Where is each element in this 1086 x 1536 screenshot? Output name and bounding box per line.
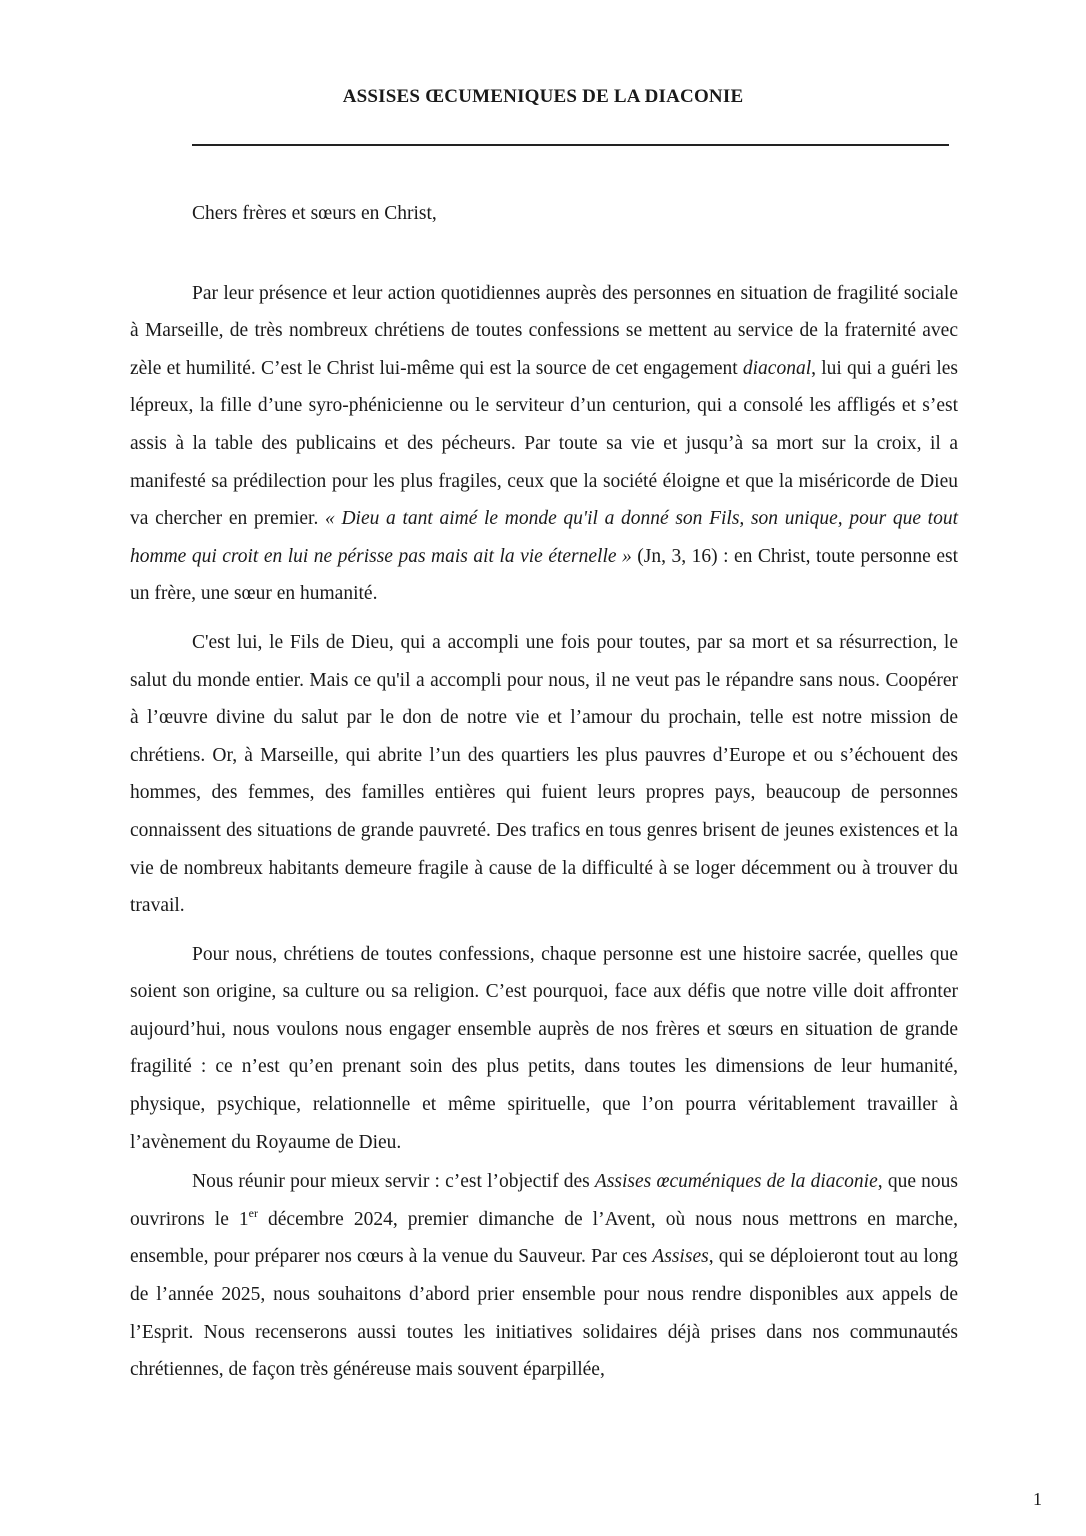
document-title: ASSISES ŒCUMENIQUES DE LA DIACONIE	[342, 86, 744, 107]
paragraph-4-superscript: er	[248, 1205, 258, 1220]
paragraph-1-text-c: (Jn, 3, 16) : en Christ, toute personne est un frère, une sœur en humanité.	[130, 545, 958, 605]
paragraph-1-text-a: Par leur présence et leur action quotidiennes auprès des personnes en situation de fragilité sociale à Marseille, de très nombreux chrétiens de toutes confessions se mettent au service de la fraternité avec zèle et humilité. C’est le Christ lui-même qui est la source de cet engagement	[130, 282, 958, 379]
paragraph-4-emphasis-assises: Assises	[652, 1246, 709, 1268]
paragraph-1-bible-quote: « Dieu a tant aimé le monde qu'il a donné son Fils, son unique, pour que tout homme qui croit en lui ne périsse pas mais ait la vie éternelle »	[130, 508, 958, 567]
paragraph-4-text-a: Nous réunir pour mieux servir : c’est l’objectif des	[192, 1171, 595, 1193]
paragraph-1	[130, 275, 958, 613]
page-number: 1	[1033, 1489, 1042, 1509]
document-body	[130, 195, 958, 1400]
paragraph-4-emphasis-assises-title: Assises œcuméniques de la diaconie	[594, 1171, 878, 1193]
paragraph-1-emphasis-diaconal: diaconal	[742, 357, 812, 379]
paragraph-2: C'est lui, le Fils de Dieu, qui a accompli une fois pour toutes, par sa mort et sa résurrection, le salut du monde entier. Mais ce qu'il a accompli pour nous, il ne veut pas le répandre sans nous. Coopérer à l’œuvre divine du salut par le don de notre vie et l’amour du prochain, telle est notre mission de chrétiens. Or, à Marseille, qui abrite l’un des quartiers les plus pauvres d’Europe et ou s’échouent des hommes, des femmes, des familles entières qui fuient leurs propres pays, beaucoup de personnes connaissent des situations de grande pauvreté. Des trafics en tous genres brisent de jeunes existences et la vie de nombreux habitants demeure fragile à cause de la difficulté à se loger décemment ou à trouver du travail.	[130, 631, 958, 917]
paragraph-4-text-b: , que nous ouvrirons le 1	[130, 1171, 958, 1230]
paragraph-4-text-d: , qui se déploieront tout au long de l’année 2025, nous souhaitons d’abord prier ensemble pour nous rendre disponibles aux appels de l’Esprit. Nous recenserons aussi toutes les initiatives solidaires déjà prises dans nos communautés chrétiennes, de façon très généreuse mais souvent éparpillée,	[130, 1246, 958, 1381]
paragraph-4	[130, 1163, 958, 1389]
paragraph-3: Pour nous, chrétiens de toutes confessions, chaque personne est une histoire sacrée, quelles que soient son origine, sa culture ou sa religion. C’est pourquoi, face aux défis que notre ville doit affronter aujourd’hui, nous voulons nous engager ensemble auprès de nos frères et sœurs en situation de grande fragilité : ce n’est qu’en prenant soin des plus petits, dans toutes les dimensions de leur humanité, physique, psychique, relationnelle et même spirituelle, que l’on pourra véritablement travailler à l’avènement du Royaume de Dieu.	[130, 943, 958, 1153]
paragraph-1-text-b: , lui qui a guéri les lépreux, la fille d’une syro-phénicienne ou le serviteur d’un centurion, qui a consolé les affligés et s’est assis à la table des publicains et des pécheurs. Par toute sa vie et jusqu’à sa mort sur la croix, il a manifesté sa prédilection pour les plus fragiles, ceux que la société éloigne et que la miséricorde de Dieu va chercher en premier.	[130, 357, 958, 530]
salutation: Chers frères et sœurs en Christ,	[192, 203, 437, 224]
paragraph-4-text-c: décembre 2024, premier dimanche de l’Avent, où nous nous mettrons en marche, ensemble, pour préparer nos cœurs à la venue du Sauveur. Par ces	[130, 1208, 958, 1268]
title-underline-rule	[192, 144, 949, 146]
